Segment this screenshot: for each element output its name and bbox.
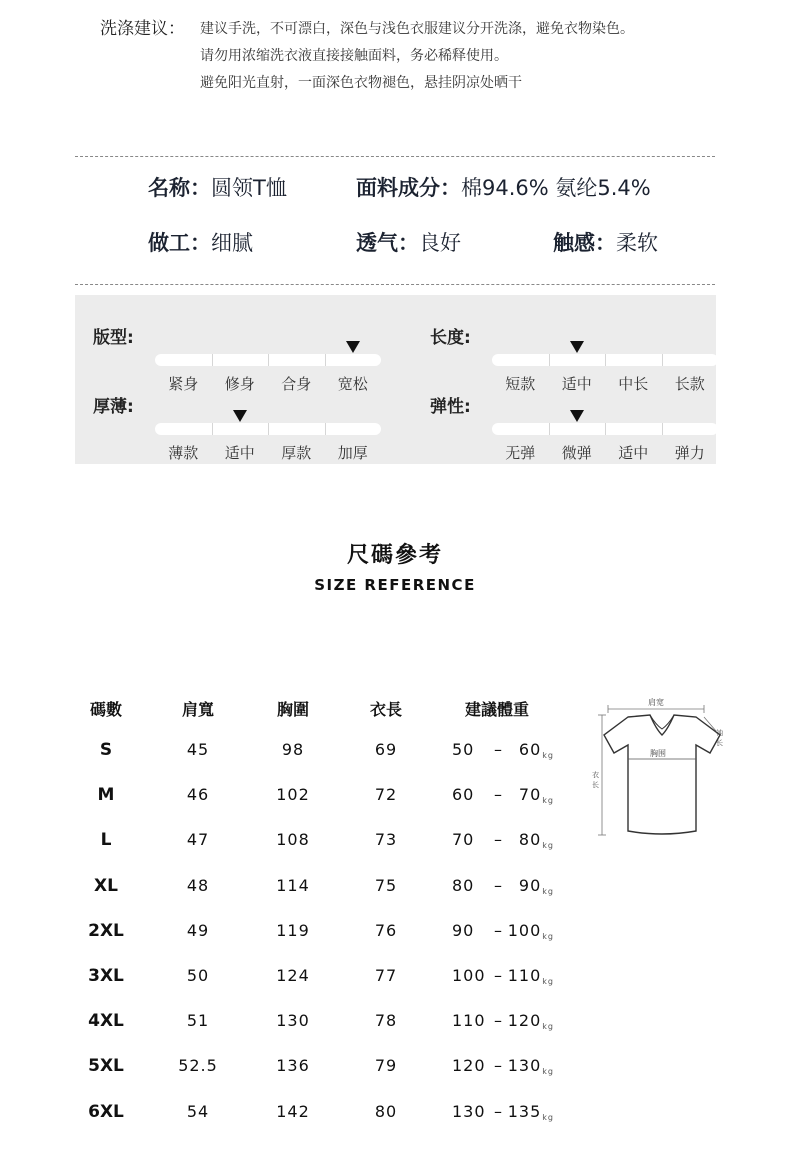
table-cell-size: L bbox=[100, 830, 112, 851]
table-cell-chest: 142 bbox=[276, 1101, 310, 1121]
table-cell-size: 2XL bbox=[88, 920, 124, 941]
table-cell-shoulder: 50 bbox=[186, 966, 210, 985]
info-name-value: 圆领T恤 bbox=[211, 176, 287, 200]
attribute-selected-marker bbox=[570, 410, 584, 422]
attribute-option: 紧身 bbox=[168, 375, 199, 393]
washing-advice-line: 请勿用浓缩洗衣液直接接触面料，务必稀释使用。 bbox=[200, 48, 508, 64]
attribute-option: 适中 bbox=[224, 444, 255, 462]
table-cell-size: 6XL bbox=[88, 1101, 124, 1122]
weight-unit: kg bbox=[542, 751, 554, 760]
table-cell-weight-to bbox=[506, 830, 554, 850]
table-cell-chest: 102 bbox=[276, 785, 310, 805]
attribute-length bbox=[430, 323, 730, 393]
tshirt-outline bbox=[604, 715, 720, 834]
attribute-option: 中长 bbox=[618, 375, 649, 393]
table-cell-chest: 108 bbox=[276, 830, 310, 850]
attribute-scale-tick bbox=[268, 423, 269, 435]
info-work-value: 细腻 bbox=[211, 231, 253, 255]
info-work bbox=[148, 227, 253, 257]
attribute-label: 厚薄: bbox=[93, 397, 134, 417]
table-cell-length: 69 bbox=[374, 740, 398, 759]
table-cell-weight-from: 120 bbox=[452, 1056, 486, 1076]
attribute-thickness bbox=[93, 392, 393, 462]
info-name-label: 名称： bbox=[148, 176, 211, 200]
attribute-scale-tick bbox=[325, 354, 326, 366]
table-cell-shoulder: 47 bbox=[186, 830, 210, 850]
table-cell-length: 77 bbox=[374, 966, 398, 985]
attribute-option: 厚款 bbox=[281, 444, 312, 462]
attribute-option: 修身 bbox=[224, 375, 255, 393]
table-header: 衣長 bbox=[369, 700, 402, 719]
attribute-scale-tick bbox=[662, 423, 663, 435]
weight-unit: kg bbox=[542, 841, 554, 851]
table-cell-chest: 98 bbox=[281, 740, 305, 759]
table-cell-length: 79 bbox=[374, 1056, 398, 1076]
table-cell-shoulder: 51 bbox=[186, 1011, 210, 1031]
shoulder-label: 肩宽 bbox=[648, 698, 664, 707]
size-title: 尺碼參考 bbox=[346, 543, 443, 568]
table-cell-weight-dash: – bbox=[494, 920, 503, 940]
length-label-1: 衣 bbox=[592, 771, 599, 779]
table-cell-weight-from: 90 bbox=[452, 920, 475, 940]
attribute-selected-marker bbox=[346, 341, 360, 353]
attribute-scale-tick bbox=[549, 423, 550, 435]
table-cell-chest: 130 bbox=[276, 1011, 310, 1031]
sleeve-label-2: 长 bbox=[716, 739, 723, 747]
weight-unit: kg bbox=[542, 931, 554, 941]
info-fabric bbox=[356, 172, 651, 202]
attribute-label: 版型: bbox=[93, 328, 134, 348]
attribute-option: 适中 bbox=[561, 375, 592, 393]
info-work-label: 做工： bbox=[148, 231, 211, 255]
table-cell-size: 4XL bbox=[88, 1011, 124, 1032]
attribute-option: 微弹 bbox=[561, 444, 592, 462]
table-cell-shoulder: 46 bbox=[186, 785, 210, 805]
table-cell-weight-from: 130 bbox=[452, 1101, 486, 1121]
weight-to-value: 80 bbox=[518, 830, 542, 850]
table-cell-weight-from: 80 bbox=[452, 875, 475, 895]
info-breath-label: 透气： bbox=[356, 231, 419, 255]
info-fabric-value: 棉94.6% 氨纶5.4% bbox=[461, 176, 651, 200]
attribute-scale-tick bbox=[605, 354, 606, 366]
weight-unit: kg bbox=[542, 977, 554, 986]
table-cell-size: 3XL bbox=[88, 966, 124, 986]
table-cell-weight-to bbox=[506, 785, 554, 805]
table-cell-weight-dash: – bbox=[494, 1056, 503, 1076]
attribute-label: 长度: bbox=[430, 328, 471, 348]
weight-unit: kg bbox=[542, 1022, 554, 1032]
attribute-scale-tick bbox=[325, 423, 326, 435]
washing-advice-label: 洗涤建议： bbox=[100, 19, 185, 39]
table-cell-weight-to bbox=[506, 1056, 554, 1076]
table-cell-weight-dash: – bbox=[494, 1011, 503, 1031]
table-cell-size: M bbox=[97, 785, 115, 806]
info-touch-value: 柔软 bbox=[616, 231, 658, 255]
washing-advice-text bbox=[200, 16, 760, 97]
table-cell-length: 75 bbox=[374, 875, 398, 895]
dashed-divider bbox=[75, 156, 715, 157]
attribute-scale-tick bbox=[549, 354, 550, 366]
table-cell-weight-dash: – bbox=[494, 966, 503, 985]
table-cell-weight-from: 100 bbox=[452, 966, 486, 985]
info-name bbox=[148, 172, 287, 202]
washing-advice-line: 建议手洗，不可漂白，深色与浅色衣服建议分开洗涤，避免衣物染色。 bbox=[200, 21, 634, 37]
table-cell-chest: 119 bbox=[276, 920, 310, 940]
weight-to-value: 70 bbox=[518, 785, 542, 805]
attribute-scale-tick bbox=[212, 354, 213, 366]
table-cell-weight-from: 50 bbox=[452, 740, 475, 759]
attribute-option: 加厚 bbox=[337, 444, 368, 462]
table-cell-size: 5XL bbox=[88, 1056, 124, 1077]
table-cell-weight-dash: – bbox=[494, 1101, 503, 1121]
attribute-selected-marker bbox=[570, 341, 584, 353]
table-cell-chest: 124 bbox=[276, 966, 310, 985]
table-header: 碼數 bbox=[89, 700, 122, 719]
weight-to-value: 90 bbox=[518, 875, 542, 895]
weight-unit: kg bbox=[542, 886, 554, 896]
table-cell-length: 78 bbox=[374, 1011, 398, 1031]
weight-to-value: 120 bbox=[507, 1011, 542, 1031]
attribute-option: 无弹 bbox=[505, 444, 536, 462]
table-cell-weight-dash: – bbox=[494, 830, 503, 850]
info-breath-value: 良好 bbox=[419, 231, 461, 255]
table-cell-weight-to bbox=[506, 966, 554, 986]
table-cell-length: 73 bbox=[374, 830, 398, 850]
attribute-elasticity bbox=[430, 392, 730, 462]
attribute-fit bbox=[93, 323, 393, 393]
table-cell-weight-dash: – bbox=[494, 785, 503, 805]
tshirt-diagram-svg bbox=[592, 695, 732, 840]
table-cell-shoulder: 54 bbox=[186, 1101, 210, 1121]
attribute-option: 弹力 bbox=[674, 444, 705, 462]
attribute-option: 长款 bbox=[674, 375, 705, 393]
table-header: 肩寬 bbox=[181, 700, 214, 719]
table-cell-weight-to bbox=[506, 1011, 554, 1031]
weight-unit: kg bbox=[542, 1112, 554, 1122]
table-cell-length: 76 bbox=[374, 920, 398, 940]
weight-to-value: 110 bbox=[507, 966, 542, 985]
weight-to-value: 130 bbox=[507, 1056, 542, 1076]
attribute-option: 合身 bbox=[281, 375, 312, 393]
washing-advice-line: 避免阳光直射，一面深色衣物褪色，悬挂阴凉处晒干 bbox=[200, 75, 522, 91]
attribute-scale-tick bbox=[662, 354, 663, 366]
table-cell-size: S bbox=[99, 740, 113, 760]
tshirt-diagram bbox=[592, 695, 732, 840]
table-cell-shoulder: 49 bbox=[186, 920, 210, 940]
table-cell-shoulder: 52.5 bbox=[178, 1056, 218, 1076]
weight-to-value: 100 bbox=[507, 920, 542, 940]
info-touch-label: 触感： bbox=[553, 231, 616, 255]
table-cell-shoulder: 45 bbox=[186, 740, 210, 759]
size-subtitle: SIZE REFERENCE bbox=[314, 576, 476, 594]
attribute-selected-marker bbox=[233, 410, 247, 422]
info-touch bbox=[553, 227, 658, 257]
table-cell-weight-to bbox=[506, 876, 554, 896]
table-cell-chest: 136 bbox=[276, 1056, 310, 1076]
weight-unit: kg bbox=[542, 796, 554, 806]
table-cell-weight-to bbox=[506, 740, 554, 760]
attribute-option: 宽松 bbox=[337, 375, 368, 393]
attribute-scale-tick bbox=[605, 423, 606, 435]
table-cell-weight-from: 60 bbox=[452, 785, 475, 805]
table-cell-length: 80 bbox=[374, 1101, 398, 1121]
weight-unit: kg bbox=[542, 1067, 554, 1077]
length-label-2: 长 bbox=[592, 781, 599, 789]
info-breath bbox=[356, 227, 461, 257]
table-cell-chest: 114 bbox=[276, 875, 310, 895]
table-cell-weight-to bbox=[506, 921, 554, 941]
attribute-option: 短款 bbox=[505, 375, 536, 393]
table-cell-size: XL bbox=[94, 875, 118, 896]
table-header: 胸圍 bbox=[276, 700, 309, 719]
table-cell-weight-dash: – bbox=[494, 875, 503, 895]
weight-to-value: 135 bbox=[507, 1101, 542, 1121]
attribute-panel bbox=[75, 295, 716, 464]
sleeve-label-1: 袖 bbox=[716, 729, 723, 737]
table-cell-weight-to bbox=[506, 1102, 554, 1122]
table-cell-weight-from: 110 bbox=[452, 1011, 486, 1031]
table-cell-shoulder: 48 bbox=[186, 875, 210, 895]
weight-to-value: 60 bbox=[518, 740, 542, 759]
table-cell-weight-from: 70 bbox=[452, 830, 475, 850]
attribute-scale-tick bbox=[268, 354, 269, 366]
table-header: 建議體重 bbox=[464, 700, 529, 719]
attribute-label: 弹性: bbox=[430, 397, 471, 417]
table-cell-length: 72 bbox=[374, 785, 398, 805]
info-fabric-label: 面料成分： bbox=[356, 176, 461, 200]
chest-label: 胸围 bbox=[650, 749, 666, 758]
attribute-option: 薄款 bbox=[168, 444, 199, 462]
attribute-option: 适中 bbox=[618, 444, 649, 462]
table-cell-weight-dash: – bbox=[494, 740, 503, 759]
dashed-divider bbox=[75, 284, 715, 285]
attribute-scale-tick bbox=[212, 423, 213, 435]
